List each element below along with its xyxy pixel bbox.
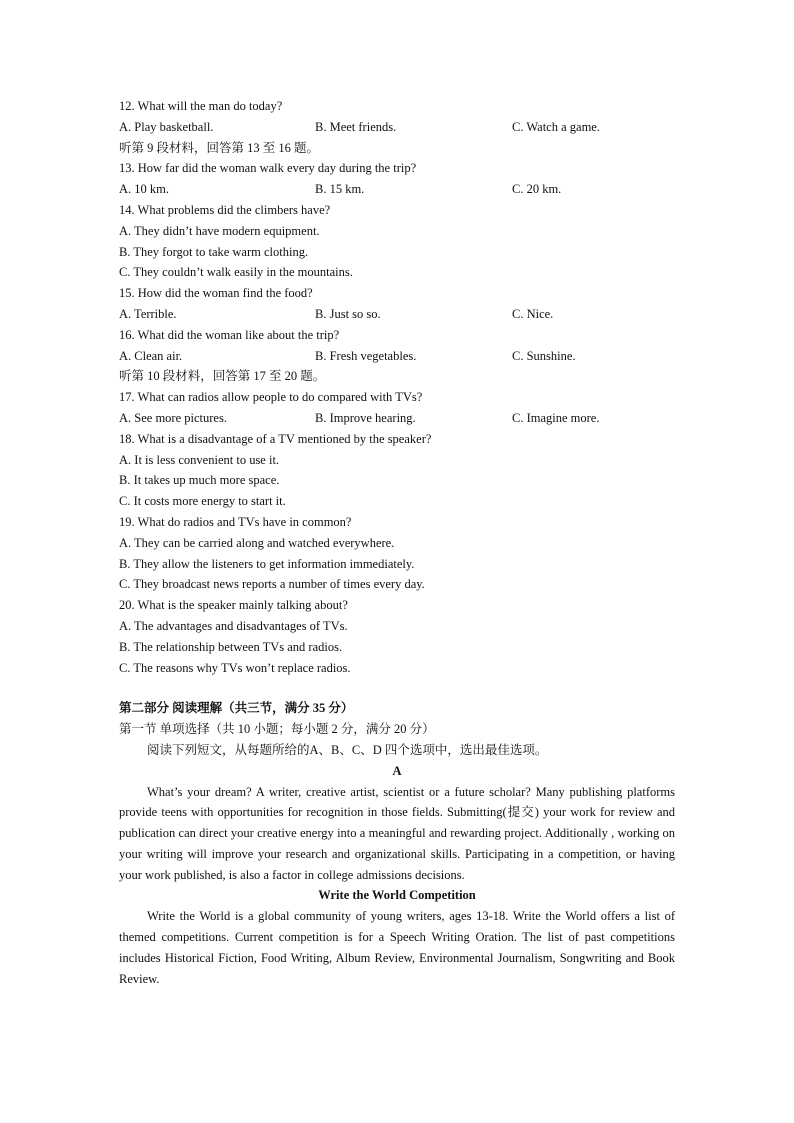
answer-option: A. See more pictures. (119, 410, 227, 425)
section-title: 第一节 单项选择（共 10 小题；每小题 2 分，满分 20 分） (119, 722, 435, 737)
answer-option: B. Just so so. (315, 306, 381, 321)
question-line: A. The advantages and disadvantages of TVs. (119, 618, 348, 633)
answer-option: C. Watch a game. (512, 119, 600, 134)
passage-paragraph-2 (119, 906, 675, 989)
question-line: 16. What did the woman like about the trip? (119, 327, 340, 342)
question-line: B. They allow the listeners to get information immediately. (119, 556, 415, 571)
question-line: C. They couldn’t walk easily in the mountains. (119, 265, 353, 280)
paragraph-text: What’s your dream? A writer, creative artist, scientist or a future scholar? Many publishing platforms provide teens with opportunities for recognition in those fields. Submitting(提交) your work for review and publication can direct your creative energy into a meaningful and rewarding project. Additionally , working on your writing will improve your research and organizational skills. Participating in a competition, or having your work published, is also a factor in college admissions decisions. (119, 784, 675, 882)
question-line: 听第 9 段材料，回答第 13 至 16 题。 (119, 140, 320, 155)
answer-option: A. 10 km. (119, 182, 169, 197)
instruction: 阅读下列短文，从每题所给的A、B、C、D 四个选项中，选出最佳选项。 (147, 742, 548, 757)
question-line: A. It is less convenient to use it. (119, 452, 280, 467)
question-line: A. They didn’t have modern equipment. (119, 223, 320, 238)
part-title: 第二部分 阅读理解（共三节，满分 35 分） (119, 701, 354, 716)
answer-option: C. 20 km. (512, 182, 562, 197)
answer-option: C. Imagine more. (512, 410, 600, 425)
option-row (119, 304, 675, 325)
listening-questions (119, 96, 675, 678)
question-line: B. The relationship between TVs and radios. (119, 639, 343, 654)
option-row (119, 117, 675, 138)
section-gap (119, 678, 675, 698)
question-line: C. It costs more energy to start it. (119, 494, 286, 509)
question-line: C. They broadcast news reports a number of times every day. (119, 577, 425, 592)
paragraph-text: Write the World is a global community of young writers, ages 13-18. Write the World offers a list of themed competitions. Current competition is for a Speech Writing Oration. The list of past competitions includes Historical Fiction, Food Writing, Album Review, Environmental Journalism, Songwriting and Book Review. (119, 909, 675, 986)
answer-option: A. Play basketball. (119, 119, 214, 134)
question-line: C. The reasons why TVs won’t replace radios. (119, 660, 351, 675)
question-line: 18. What is a disadvantage of a TV mentioned by the speaker? (119, 431, 432, 446)
passage-label: A (392, 763, 402, 778)
question-line: 17. What can radios allow people to do compared with TVs? (119, 390, 423, 405)
question-line: 15. How did the woman find the food? (119, 286, 313, 301)
page-content (119, 96, 675, 989)
question-line: B. They forgot to take warm clothing. (119, 244, 309, 259)
option-row (119, 346, 675, 367)
question-line: B. It takes up much more space. (119, 473, 280, 488)
answer-option: A. Terrible. (119, 306, 177, 321)
answer-option: B. Fresh vegetables. (315, 348, 417, 363)
option-row (119, 408, 675, 429)
question-line: 14. What problems did the climbers have? (119, 202, 331, 217)
question-line: 听第 10 段材料，回答第 17 至 20 题。 (119, 369, 326, 384)
answer-option: B. Meet friends. (315, 119, 397, 134)
answer-option: A. Clean air. (119, 348, 183, 363)
answer-option: C. Nice. (512, 306, 554, 321)
question-line: 20. What is the speaker mainly talking about? (119, 598, 348, 613)
question-line: 19. What do radios and TVs have in common? (119, 514, 352, 529)
answer-option: B. Improve hearing. (315, 410, 416, 425)
option-row (119, 179, 675, 200)
question-line: 12. What will the man do today? (119, 99, 283, 113)
passage-subtitle: Write the World Competition (318, 888, 476, 903)
answer-option: C. Sunshine. (512, 348, 576, 363)
question-line: A. They can be carried along and watched everywhere. (119, 535, 395, 550)
question-line: 13. How far did the woman walk every day during the trip? (119, 161, 417, 176)
passage-paragraph-1 (119, 782, 675, 886)
answer-option: B. 15 km. (315, 182, 365, 197)
